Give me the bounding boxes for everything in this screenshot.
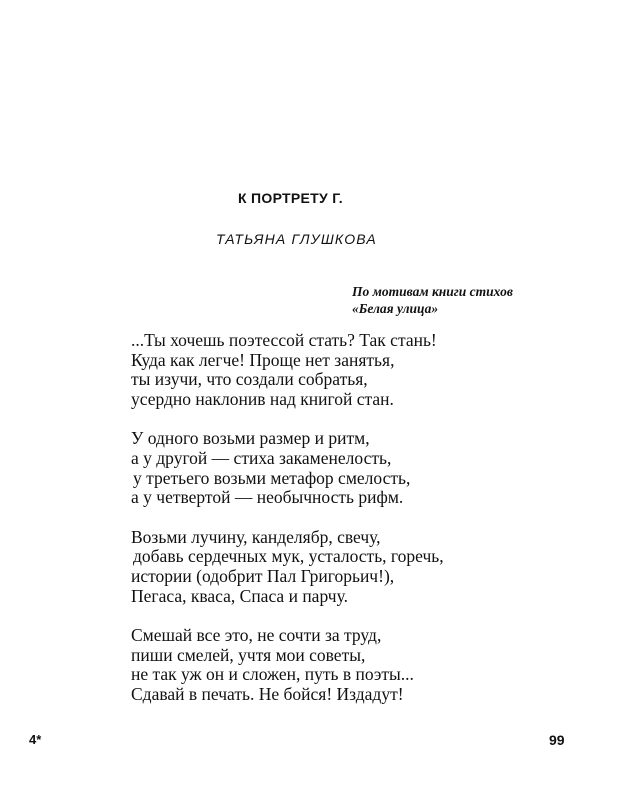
poem-line: добавь сердечных мук, усталость, горечь, bbox=[133, 546, 444, 567]
poem-line: а у другой — стиха закаменелость, bbox=[131, 447, 392, 468]
poem-line: ...Ты хочешь поэтессой стать? Так стань! bbox=[131, 330, 437, 350]
epigraph-line: «Белая улица» bbox=[352, 301, 439, 316]
poem-author: ТАТЬЯНА ГЛУШКОВА bbox=[216, 231, 377, 247]
poem-line: истории (одобрит Пал Григорьич!), bbox=[131, 565, 395, 586]
poem-line: Сдавай в печать. Не бойся! Издадут! bbox=[131, 683, 404, 704]
stanza-4 bbox=[131, 626, 551, 704]
poem-line: Возьми лучину, канделябр, свечу, bbox=[131, 526, 381, 547]
poem-line: у третьего возьми метафор смелость, bbox=[133, 467, 411, 488]
poem-title: К ПОРТРЕТУ Г. bbox=[238, 190, 343, 206]
stanza-2 bbox=[131, 429, 551, 507]
poem-line: Куда как легче! Проще нет занятья, bbox=[131, 349, 395, 370]
poem-body bbox=[131, 331, 551, 725]
poem-line: Пегаса, кваса, Спаса и парчу. bbox=[131, 585, 348, 606]
signature-mark: 4* bbox=[29, 732, 42, 747]
poem-line: усердно наклонив над книгой стан. bbox=[131, 388, 394, 409]
poem-line: не так уж он и сложен, путь в поэты... bbox=[131, 664, 414, 685]
poem-line: Смешай все это, не сочти за труд, bbox=[131, 625, 382, 646]
epigraph-line: По мотивам книги стихов bbox=[352, 284, 513, 299]
stanza-1 bbox=[131, 331, 551, 409]
epigraph bbox=[352, 283, 513, 317]
poem-line: пиши смелей, учтя мои советы, bbox=[131, 644, 366, 665]
poem-line: У одного возьми размер и ритм, bbox=[131, 428, 370, 449]
poem-line: ты изучи, что создали собратья, bbox=[131, 369, 368, 390]
page-number: 99 bbox=[549, 732, 565, 748]
poem-line: а у четвертой — необычность рифм. bbox=[131, 487, 404, 508]
stanza-3 bbox=[131, 528, 551, 606]
